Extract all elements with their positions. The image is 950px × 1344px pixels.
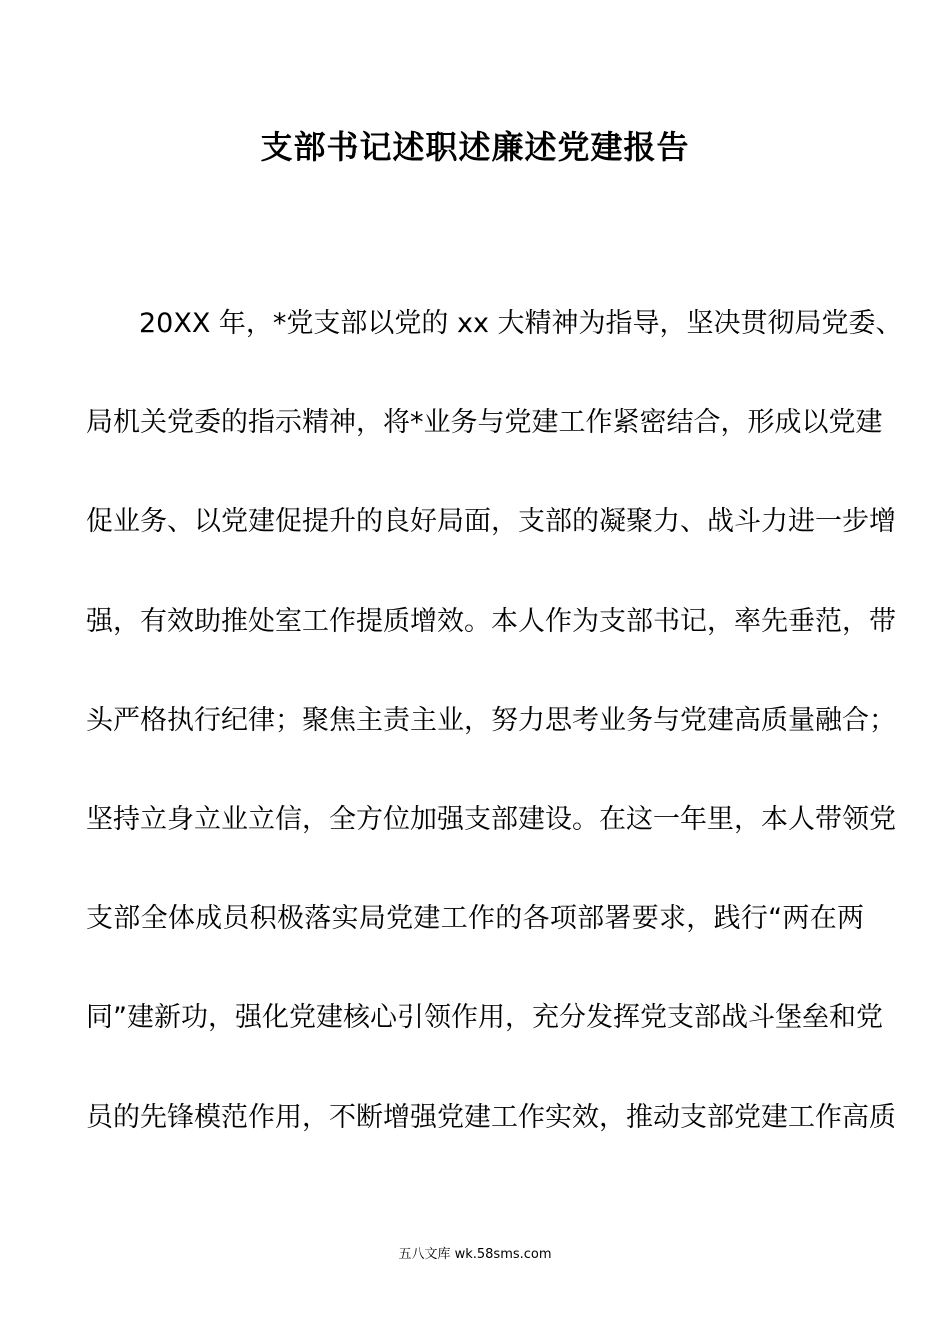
paragraph-line [0,699,950,743]
document-title: 支部书记述职述廉述党建报告 [260,128,690,166]
paragraph-line-text: 20XX 年，*党支部以党的 xx 大精神为指导，坚决贯彻局党委、 [139,308,903,339]
paragraph-line-text: 支部全体成员积极落实局党建工作的各项部署要求，践行“两在两 [86,903,864,934]
paragraph-line-text: 局机关党委的指示精神，将*业务与党建工作紧密结合，形成以党建 [86,407,883,438]
paragraph-line [0,302,950,346]
paragraph-line-text: 促业务、以党建促提升的良好局面，支部的凝聚力、战斗力进一步增 [86,506,896,537]
paragraph-line [0,798,950,842]
paragraph-line [0,600,950,644]
footer-watermark: 五八文库 wk.58sms.com [398,1247,552,1262]
paragraph-line-text: 头严格执行纪律；聚焦主责主业，努力思考业务与党建高质量融合； [86,705,896,736]
paragraph-line-text: 强，有效助推处室工作提质增效。本人作为支部书记，率先垂范，带 [86,606,896,637]
paragraph-line-text: 同”建新功，强化党建核心引领作用，充分发挥党支部战斗堡垒和党 [86,1002,883,1033]
paragraph-line [0,500,950,544]
paragraph-line [0,1096,950,1140]
paragraph-line-text: 员的先锋模范作用，不断增强党建工作实效，推动支部党建工作高质 [86,1102,896,1133]
paragraph-line [0,996,950,1040]
paragraph-line [0,401,950,445]
paragraph-line [0,897,950,941]
paragraph-line-text: 坚持立身立业立信，全方位加强支部建设。在这一年里，本人带领党 [86,804,896,835]
